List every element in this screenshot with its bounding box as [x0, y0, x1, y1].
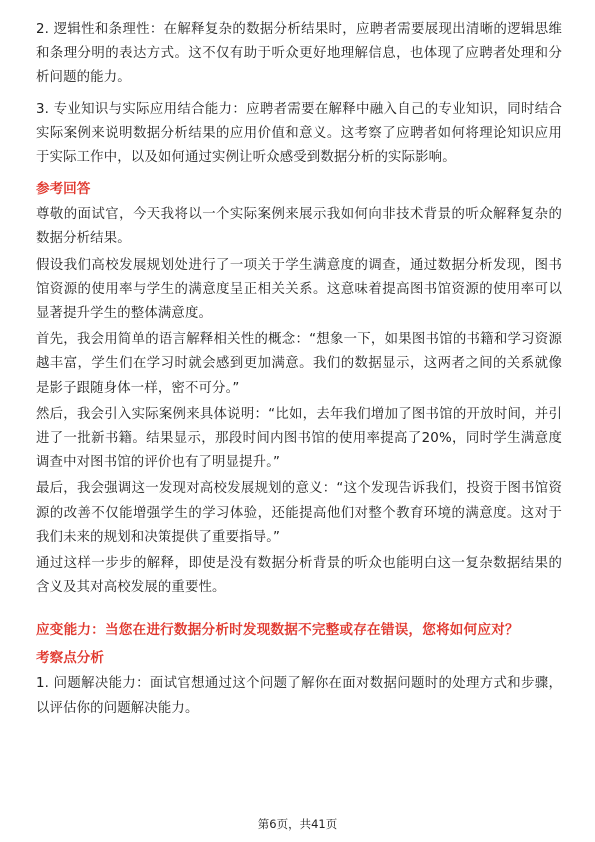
answer-paragraph-then: 然后，我会引入实际案例来具体说明：“比如，去年我们增加了图书馆的开放时间，并引进了一批新书籍。结果显示，那段时间内图书馆的使用率提高了20%，同时学生满意度调查中对图书馆的评价也有了明显提升。” [36, 406, 562, 471]
answer-paragraph-conclusion: 通过这样一步步的解释，即使是没有数据分析背景的听众也能明白这一复杂数据结果的含义及其对高校发展的重要性。 [36, 556, 562, 596]
criterion-logic: 2. 逻辑性和条理性：在解释复杂的数据分析结果时，应聘者需要展现出清晰的逻辑思维和条理分明的表达方式。这不仅有助于听众更好地理解信息，也体现了应聘者处理和分析问题的能力。 [36, 22, 562, 86]
next-question-title: 应变能力：当您在进行数据分析时发现数据不完整或存在错误，您将如何应对？ [36, 622, 519, 639]
page-content [36, 18, 562, 728]
answer-paragraph-scenario: 假设我们高校发展规划处进行了一项关于学生满意度的调查，通过数据分析发现，图书馆资源的使用率与学生的满意度呈正相关关系。这意味着提高图书馆资源的使用率可以显著提升学生的整体满意度。 [36, 257, 562, 322]
page-footer: 第6页，共41页 [257, 817, 338, 831]
answer-paragraph-intro: 尊敬的面试官，今天我将以一个实际案例来展示我如何向非技术背景的听众解释复杂的数据分析结果。 [36, 207, 562, 247]
answer-paragraph-finally: 最后，我会强调这一发现对高校发展规划的意义：“这个发现告诉我们，投资于图书馆资源的改善不仅能增强学生的学习体验，还能提高他们对整个教育环境的满意度。这对于我们未来的规划和决策提供了重要指导。” [36, 481, 562, 545]
analysis-heading: 考察点分析 [36, 650, 104, 667]
criterion-professional-knowledge: 3. 专业知识与实际应用结合能力：应聘者需要在解释中融入自己的专业知识，同时结合实际案例来说明数据分析结果的应用价值和意义。这考察了应聘者如何将理论知识应用于实际工作中，以及如何通过实例让听众感受到数据分析的实际影响。 [36, 101, 562, 166]
analysis-point-1: 1. 问题解决能力：面试官想通过这个问题了解你在面对数据问题时的处理方式和步骤，以评估你的问题解决能力。 [36, 676, 562, 716]
reference-answer-heading: 参考回答 [36, 181, 91, 198]
answer-paragraph-first: 首先，我会用简单的语言解释相关性的概念：“想象一下，如果图书馆的书籍和学习资源越丰富，学生们在学习时就会感到更加满意。我们的数据显示，这两者之间的关系就像是影子跟随身体一样，密不可分。” [36, 332, 562, 396]
